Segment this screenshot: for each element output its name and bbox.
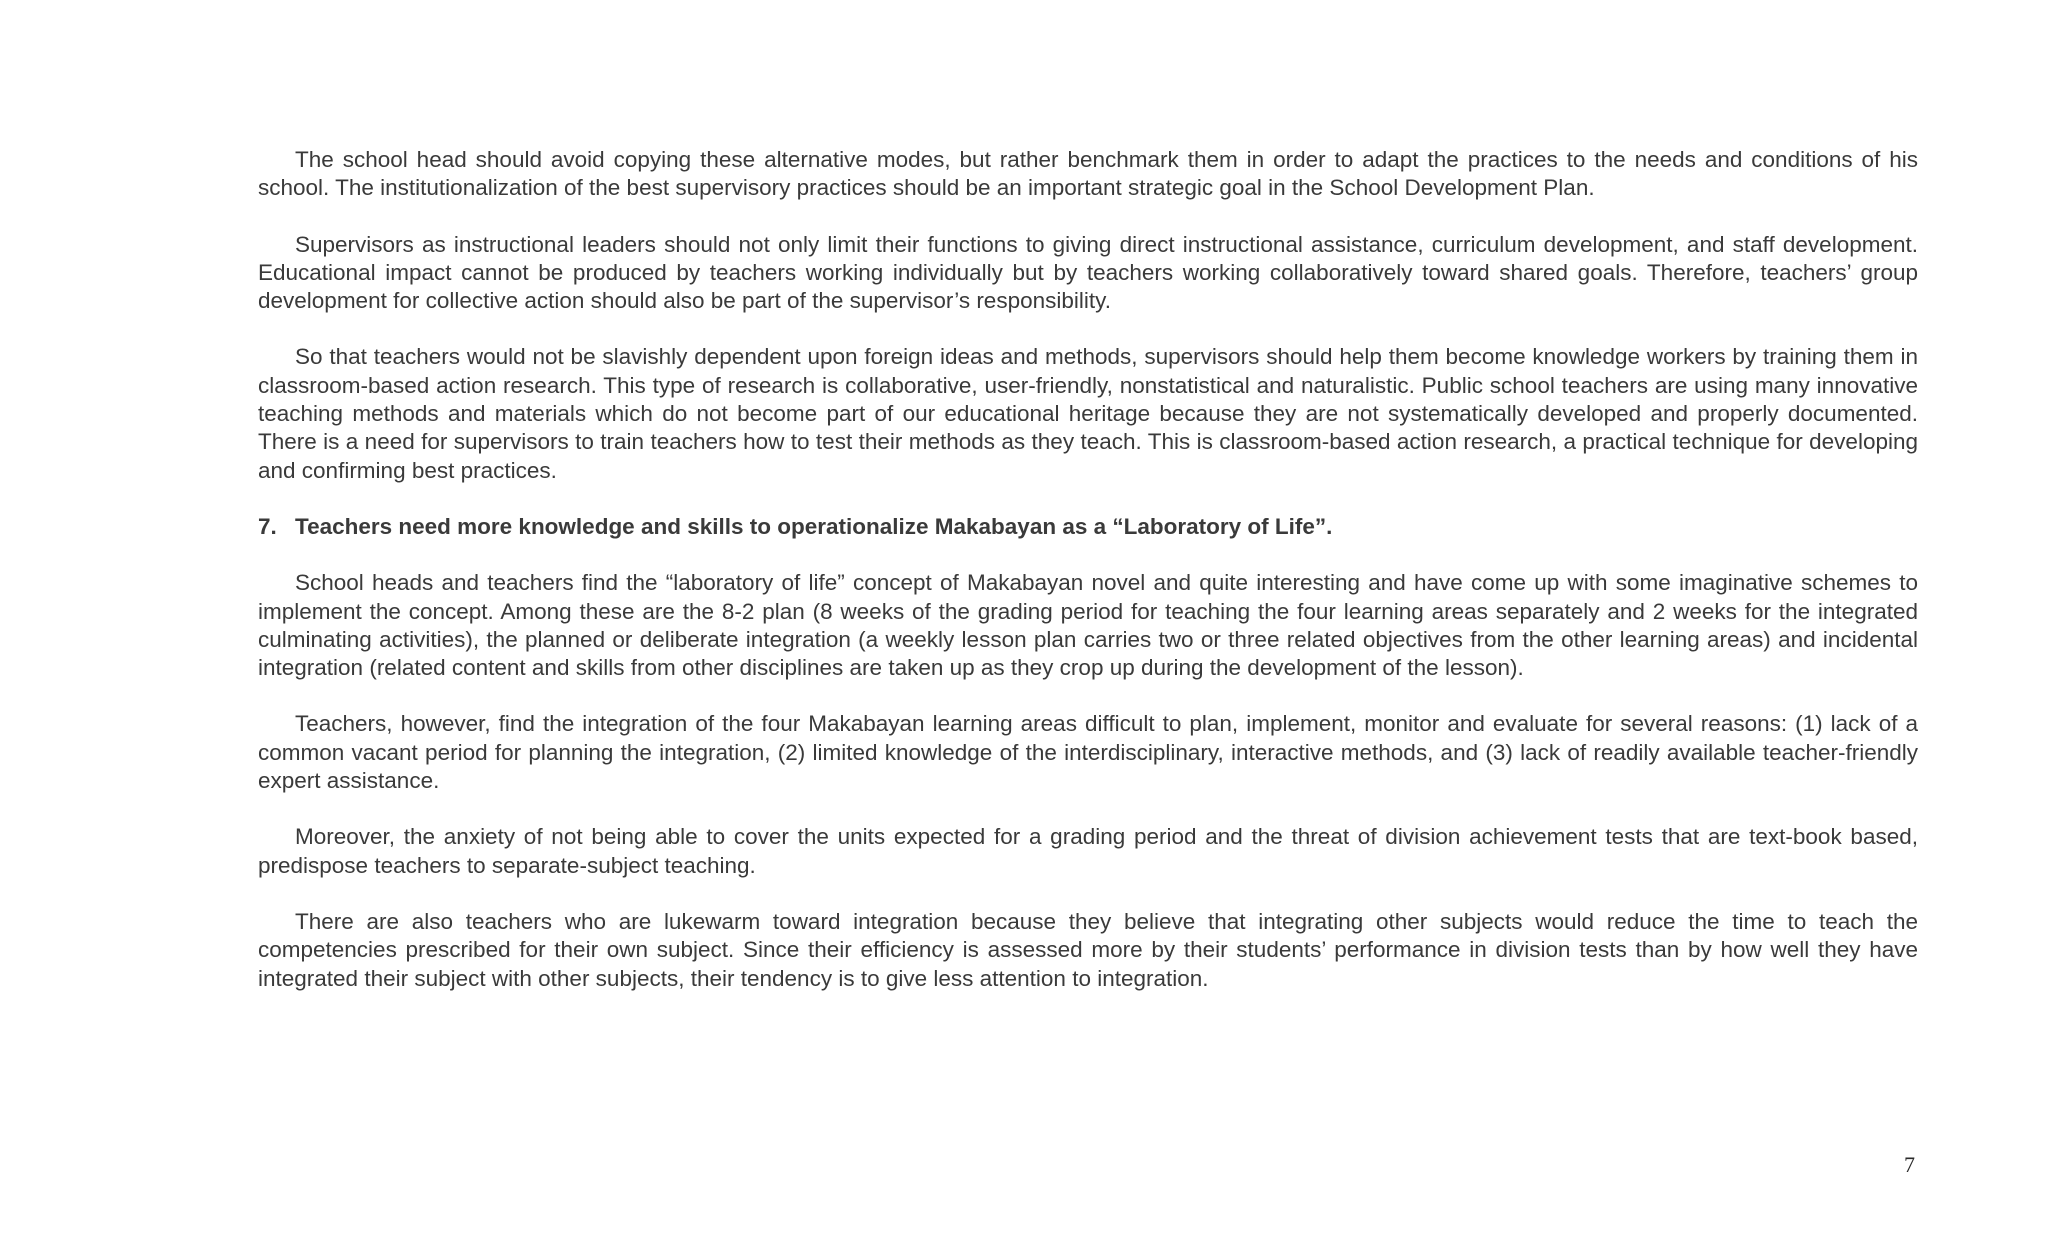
section-heading-number: 7. xyxy=(258,513,277,539)
document-body xyxy=(258,146,1918,1021)
section-heading xyxy=(258,513,1918,541)
paragraph-achievement-tests: Moreover, the anxiety of not being able to cover the units expected for a grading period and the threat of division achievement tests that are text-book based, predispose teachers to separate-subject teaching. xyxy=(258,824,1918,878)
paragraph-lukewarm-teachers: There are also teachers who are lukewarm toward integration because they believe that integrating other subjects would reduce the time to teach the competencies prescribed for their own subject. Since their efficiency is assessed more by their students’ performance in division tests than by how well they have integrated their subject with other subjects, their tendency is to give less attention to integration. xyxy=(258,908,1918,991)
paragraph-laboratory-of-life: School heads and teachers find the “laboratory of life” concept of Makabayan novel and quite interesting and have come up with some imaginative schemes to implement the concept. Among these are the 8-2 plan (8 weeks of the grading period for teaching the four learning areas separately and 2 weeks for the integrated culminating activities), the planned or deliberate integration (a weekly lesson plan carries two or three related objectives from the other learning areas) and incidental integration (related content and skills from other disciplines are taken up as they crop up during the development of the lesson). xyxy=(258,570,1918,681)
section-heading-text: Teachers need more knowledge and skills to operationalize Makabayan as a “Laboratory of Life”. xyxy=(295,513,1333,539)
paragraph-benchmark-practices: The school head should avoid copying these alternative modes, but rather benchmark them in order to adapt the practices to the needs and conditions of his school. The institutionalization of the best supervisory practices should be an important strategic goal in the School Development Plan. xyxy=(258,147,1918,201)
paragraph-instructional-leaders: Supervisors as instructional leaders should not only limit their functions to giving direct instructional assistance, curriculum development, and staff development. Educational impact cannot be produced by teachers working individually but by teachers working collaboratively toward shared goals. Therefore, teachers’ group development for collective action should also be part of the supervisor’s responsibility. xyxy=(258,231,1918,314)
paragraph-action-research: So that teachers would not be slavishly dependent upon foreign ideas and methods, supervisors should help them become knowledge workers by training them in classroom-based action research. This type of research is collaborative, user-friendly, nonstatistical and naturalistic. Public school teachers are using many innovative teaching methods and materials which do not become part of our educational heritage because they are not systematically developed and properly documented. There is a need for supervisors to train teachers how to test their methods as they teach. This is classroom-based action research, a practical technique for developing and confirming best practices. xyxy=(258,344,1918,483)
page-number: 7 xyxy=(1904,1152,1915,1177)
paragraph-integration-difficulties: Teachers, however, find the integration of the four Makabayan learning areas difficult to plan, implement, monitor and evaluate for several reasons: (1) lack of a common vacant period for planning the integration, (2) limited knowledge of the interdisciplinary, interactive methods, and (3) lack of readily available teacher-friendly expert assistance. xyxy=(258,711,1918,794)
